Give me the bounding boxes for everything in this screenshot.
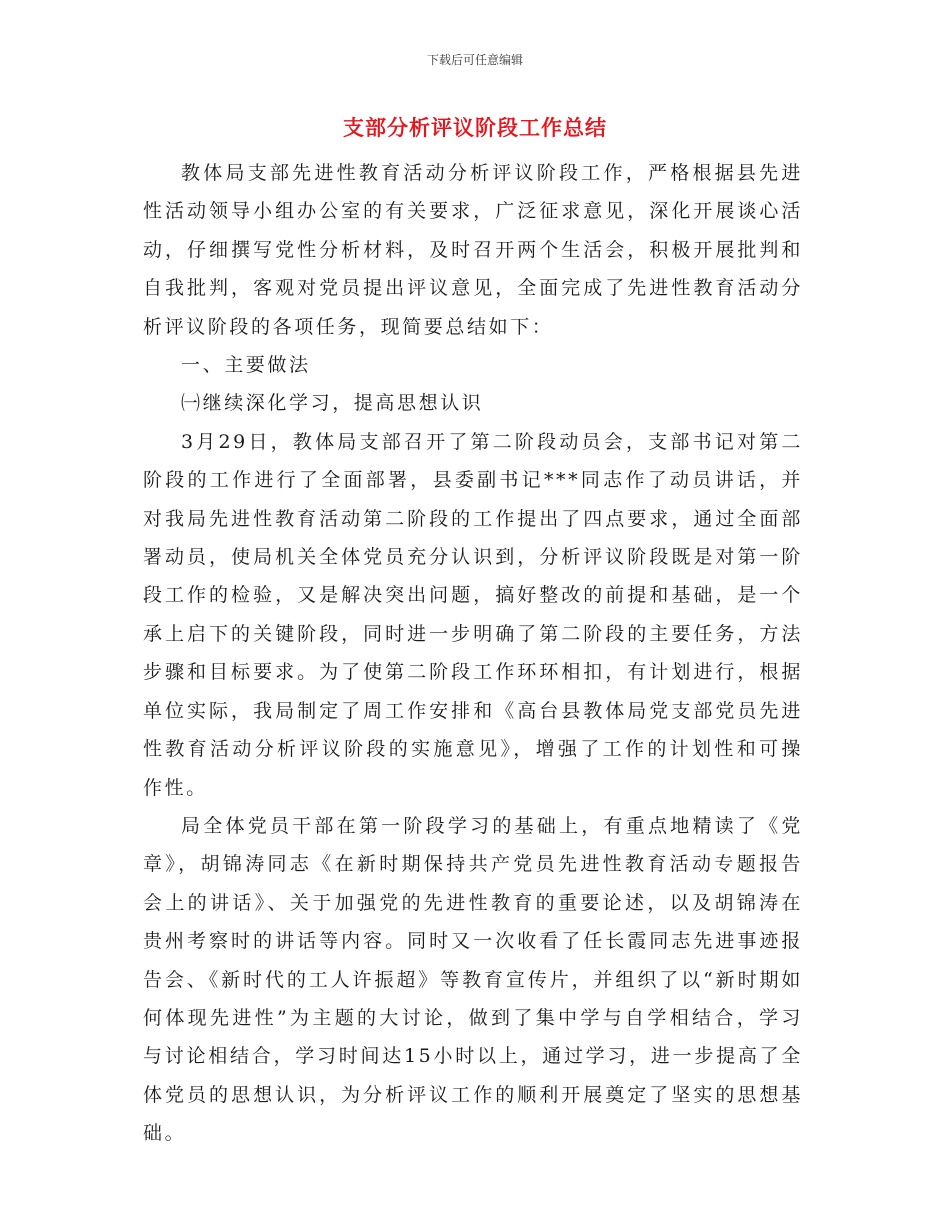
- paragraph-intro: 教体局支部先进性教育活动分析评议阶段工作，严格根据县先进性活动领导小组办公室的有关要求，广泛征求意见，深化开展谈心活动，仔细撰写党性分析材料，及时召开两个生活会，积极开展批判和自我批判，客观对党员提出评议意见，全面完成了先进性教育活动分析评议阶段的各项任务，现简要总结如下：: [143, 162, 803, 338]
- document-title: 支部分析评议阶段工作总结: [343, 116, 607, 140]
- paragraph-study: 局全体党员干部在第一阶段学习的基础上，有重点地精读了《党章》，胡锦涛同志《在新时期保持共产党员先进性教育活动专题报告会上的讲话》、关于加强党的先进性教育的重要论述，以及胡锦涛在贵州考察时的讲话等内容。同时又一次收看了任长霞同志先进事迹报告会、《新时代的工人许振超》等教育宣传片，并组织了以“新时期如何体现先进性”为主题的大讨论，做到了集中学与自学相结合，学习与讨论相结合，学习时间达15小时以上，通过学习，进一步提高了全体党员的思想认识，为分析评议工作的顺利开展奠定了坚实的思想基础。: [143, 814, 803, 1145]
- paragraph-mobilization: 3月29日，教体局支部召开了第二阶段动员会，支部书记对第二阶段的工作进行了全面部署，县委副书记***同志作了动员讲话，并对我局先进性教育活动第二阶段的工作提出了四点要求，通过全面部署动员，使局机关全体党员充分认识到，分析评议阶段既是对第一阶段工作的检验，又是解决突出问题，搞好整改的前提和基础，是一个承上启下的关键阶段，同时进一步明确了第二阶段的主要任务，方法步骤和目标要求。为了使第二阶段工作环环相扣，有计划进行，根据单位实际，我局制定了周工作安排和《高台县教体局党支部党员先进性教育活动分析评议阶段的实施意见》，增强了工作的计划性和可操作性。: [143, 430, 803, 799]
- header-note: 下载后可任意编辑: [426, 53, 523, 67]
- section-heading: 一、主要做法: [181, 354, 311, 377]
- subsection-heading: ㈠继续深化学习，提高思想认识: [181, 392, 484, 415]
- document-body: [143, 154, 803, 1153]
